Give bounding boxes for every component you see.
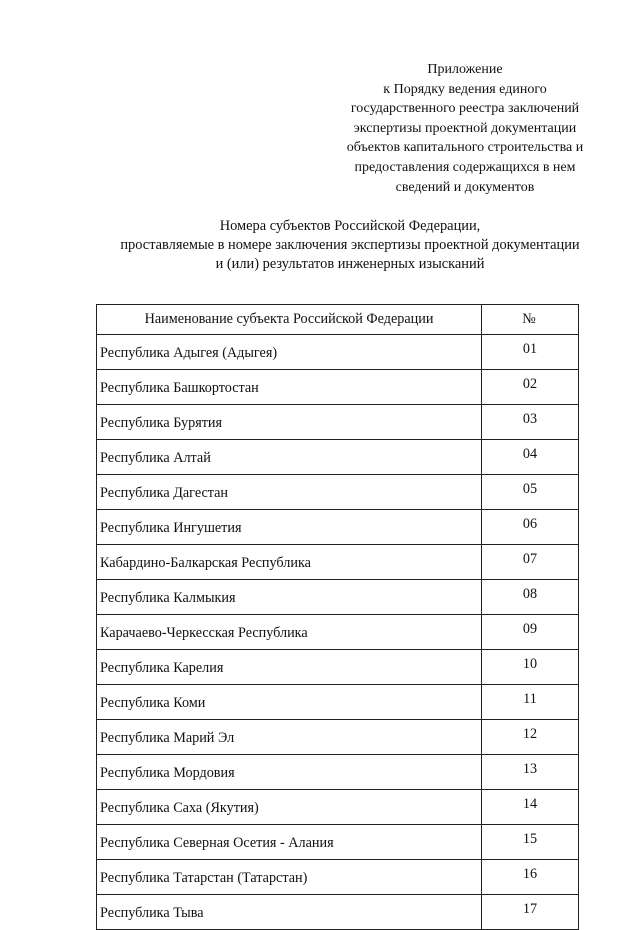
- table-row: [97, 755, 579, 790]
- heading-line: проставляемые в номере заключения экспертизы проектной документации: [120, 237, 580, 253]
- table-row: [97, 685, 579, 720]
- table-row: [97, 440, 579, 475]
- table-row: [97, 475, 579, 510]
- table-row: [97, 860, 579, 895]
- subject-number-cell: 17: [482, 895, 579, 930]
- appendix-line: сведений и документов: [395, 179, 535, 195]
- subject-number-cell: 05: [482, 475, 579, 510]
- subject-number-cell: 02: [482, 370, 579, 405]
- subject-name-cell: Карачаево-Черкесская Республика: [97, 615, 482, 650]
- table-row: [97, 545, 579, 580]
- subject-name-cell: Республика Тыва: [97, 895, 482, 930]
- subject-number-cell: 03: [482, 405, 579, 440]
- subject-number-cell: 10: [482, 650, 579, 685]
- subject-number-cell: 12: [482, 720, 579, 755]
- subject-number-cell: 13: [482, 755, 579, 790]
- table-row: [97, 825, 579, 860]
- table-body: [97, 335, 579, 930]
- table-row: [97, 615, 579, 650]
- subject-name-cell: Республика Башкортостан: [97, 370, 482, 405]
- table-row: [97, 720, 579, 755]
- table-row: [97, 335, 579, 370]
- subject-name-cell: Республика Дагестан: [97, 475, 482, 510]
- table-row: [97, 790, 579, 825]
- subject-name-cell: Республика Калмыкия: [97, 580, 482, 615]
- subject-name-cell: Республика Адыгея (Адыгея): [97, 335, 482, 370]
- subject-number-cell: 01: [482, 335, 579, 370]
- table-row: [97, 510, 579, 545]
- subject-number-cell: 15: [482, 825, 579, 860]
- table-row: [97, 650, 579, 685]
- table-row: [97, 580, 579, 615]
- appendix-line: Приложение: [427, 62, 503, 77]
- appendix-line: объектов капитального строительства и: [346, 140, 584, 156]
- subject-number-cell: 14: [482, 790, 579, 825]
- subject-number-cell: 06: [482, 510, 579, 545]
- document-heading: [60, 217, 640, 274]
- subject-name-cell: Республика Карелия: [97, 650, 482, 685]
- subject-name-cell: Республика Саха (Якутия): [97, 790, 482, 825]
- subject-number-cell: 04: [482, 440, 579, 475]
- appendix-line: к Порядку ведения единого: [383, 81, 547, 97]
- subject-name-cell: Кабардино-Балкарская Республика: [97, 545, 482, 580]
- appendix-block: [300, 60, 630, 197]
- header-name: Наименование субъекта Российской Федерации: [97, 305, 482, 335]
- table-row: [97, 405, 579, 440]
- table-header-row: [97, 305, 579, 335]
- table-row: [97, 895, 579, 930]
- appendix-line: предоставления содержащихся в нем: [354, 159, 576, 175]
- appendix-line: экспертизы проектной документации: [353, 120, 577, 136]
- subject-name-cell: Республика Марий Эл: [97, 720, 482, 755]
- appendix-line: государственного реестра заключений: [350, 101, 580, 117]
- subject-number-cell: 11: [482, 685, 579, 720]
- table-row: [97, 370, 579, 405]
- subject-number-cell: 09: [482, 615, 579, 650]
- subject-name-cell: Республика Бурятия: [97, 405, 482, 440]
- header-number: №: [482, 305, 579, 335]
- subject-number-cell: 16: [482, 860, 579, 895]
- subject-name-cell: Республика Ингушетия: [97, 510, 482, 545]
- heading-line: Номера субъектов Российской Федерации,: [219, 218, 481, 234]
- subject-name-cell: Республика Алтай: [97, 440, 482, 475]
- subject-name-cell: Республика Северная Осетия - Алания: [97, 825, 482, 860]
- subject-number-cell: 08: [482, 580, 579, 615]
- subject-number-cell: 07: [482, 545, 579, 580]
- subject-name-cell: Республика Коми: [97, 685, 482, 720]
- subject-name-cell: Республика Татарстан (Татарстан): [97, 860, 482, 895]
- heading-line: и (или) результатов инженерных изысканий: [215, 256, 485, 272]
- subjects-table: [96, 304, 579, 930]
- subject-name-cell: Республика Мордовия: [97, 755, 482, 790]
